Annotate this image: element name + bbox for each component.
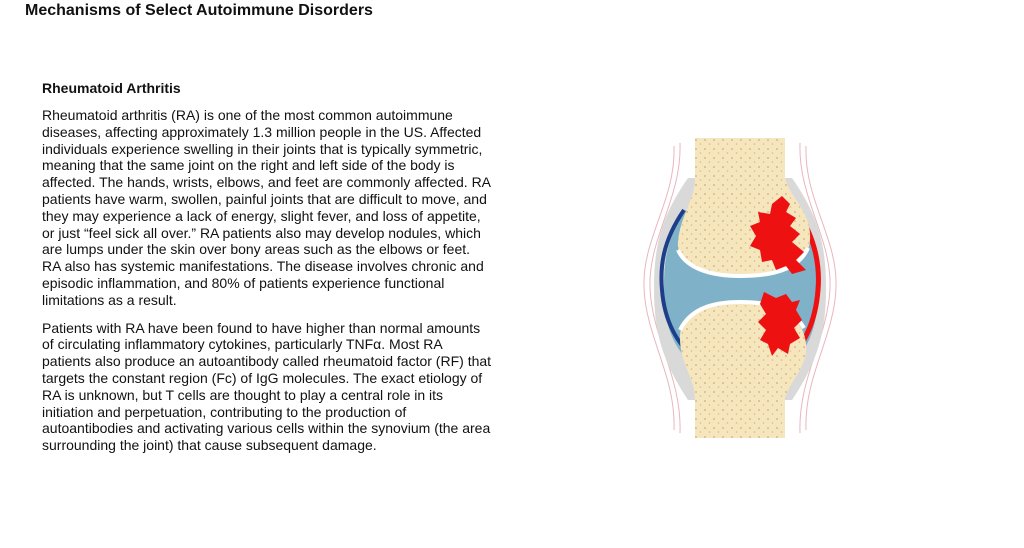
section-heading: Rheumatoid Arthritis [42, 80, 181, 96]
paragraph-mechanism: Patients with RA have been found to have higher than normal amounts of circulating inflammatory cytokines, particularly TNFα. Most RA patients also produce an autoantibody called rheumatoid factor (RF) that targets the constant region (Fc) of IgG molecules. The exact etiology of RA is unknown, but T cells are thought to play a central role in its initiation and perpetuation, contributing to the production of autoantibodies and activating various cells within the synovium (the area surrounding the joint) that cause subsequent damage. [42, 319, 492, 454]
article-section [42, 80, 492, 465]
rheumatoid-joint-diagram [640, 138, 840, 438]
paragraph-intro: Rheumatoid arthritis (RA) is one of the most common autoimmune diseases, affecting approximately 1.3 million people in the US. Affected individuals experience swelling in their joints that is typically symmetric, meaning that the same joint on the right and left side of the body is affected. The hands, wrists, elbows, and feet are commonly affected. RA patients have warm, swollen, painful joints that are difficult to move, and they may experience a lack of energy, slight fever, and loss of appetite, or just “feel sick all over.” RA patients also may develop nodules, which are lumps under the skin over bony areas such as the elbows or feet. RA also has systemic manifestations. The disease involves chronic and episodic inflammation, and 80% of patients experience functional limitations as a result. [42, 107, 491, 308]
page-title: Mechanisms of Select Autoimmune Disorders [25, 2, 373, 19]
joint-illustration [640, 138, 840, 438]
